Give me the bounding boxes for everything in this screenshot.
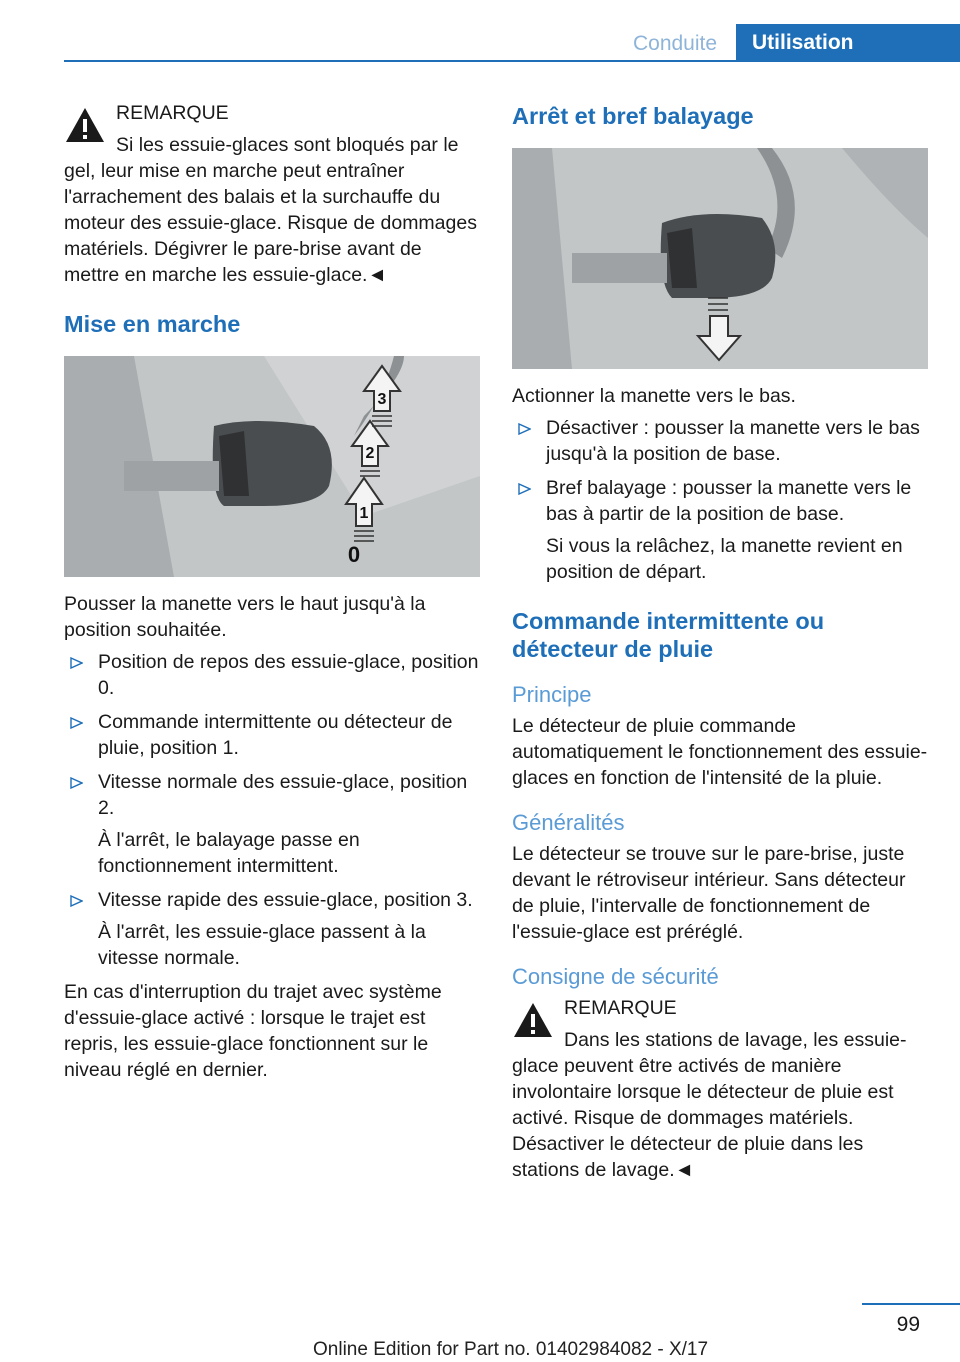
list-item-subtext: À l'arrêt, le balayage passe en fonctionnement intermittent. (98, 829, 360, 877)
triangle-bullet-icon (70, 777, 83, 789)
triangle-bullet-icon (518, 423, 531, 435)
triangle-bullet-icon (70, 895, 83, 907)
left-column (64, 100, 482, 1089)
section-title-commande: Commande intermittente ou détecteur de pluie (512, 608, 825, 662)
subheading-securite: Consigne de sécurité (512, 964, 719, 989)
warning-text: Si les essuie-glaces sont bloqués par le gel, leur mise en marche peut entraîner l'arrachement des balais et la surchauffe du moteur des essuie-glace. Risque de dommages matériels. Dégivrer le pare-brise avant de mettre en marche les essuie-glace.◄ (64, 134, 477, 286)
wiper-lever-down-figure (512, 148, 928, 369)
right-intro: Actionner la manette vers le bas. (512, 385, 796, 407)
warning-icon (64, 106, 106, 144)
triangle-bullet-icon (518, 483, 531, 495)
list-item-subtext: À l'arrêt, les essuie-glace passent à la vitesse normale. (98, 921, 426, 969)
right-column (512, 100, 930, 1183)
list-item (64, 769, 482, 879)
list-item-text: Vitesse rapide des essuie-glace, position 3. (98, 889, 473, 911)
figure-label-0: 0 (347, 542, 361, 567)
position-list (64, 649, 482, 971)
figure-label-1: 1 (359, 505, 369, 522)
tab-conduite[interactable]: Conduite (632, 32, 718, 55)
principe-text: Le détecteur de pluie commande automatiquement le fonctionnement des essuie-glaces en fonction de l'intensité de la pluie. (512, 715, 928, 789)
wiper-lever-up-figure (64, 356, 480, 577)
list-item-text: Commande intermittente ou détecteur de pluie, position 1. (98, 711, 453, 759)
stop-list (512, 415, 930, 585)
list-item-text: Désactiver : pousser la manette vers le bas jusqu'à la position de base. (546, 417, 920, 465)
warning-text: Dans les stations de lavage, les essuie-glace peuvent être activés de manière involontaire lorsque le détecteur de pluie est activé. Risque de dommages matériels. Désactiver le détecteur de pluie dans les stations de lavage.◄ (512, 1029, 907, 1181)
list-item-text: Bref balayage : pousser la manette vers le bas à partir de la position de base. (546, 477, 912, 525)
footer-rule (862, 1303, 960, 1305)
tab-utilisation[interactable]: Utilisation (736, 24, 960, 62)
warning-block (64, 100, 482, 288)
wiper-lever-down-illustration (512, 148, 928, 369)
edition-footer: Online Edition for Part no. 01402984082 - X/17 (313, 1339, 709, 1360)
subheading-generalites: Généralités (512, 810, 625, 835)
subheading-principe: Principe (512, 682, 592, 707)
list-item-text: Position de repos des essuie-glace, position 0. (98, 651, 479, 699)
list-item (64, 709, 482, 761)
left-outro: En cas d'interruption du trajet avec système d'essuie-glace activé : lorsque le trajet est repris, les essuie-glace fonctionnent sur le niveau réglé en dernier. (64, 981, 442, 1081)
list-item (512, 475, 930, 585)
warning-title: REMARQUE (564, 997, 677, 1019)
section-title-arret: Arrêt et bref balayage (512, 103, 754, 129)
figure-label-2: 2 (365, 445, 375, 462)
page-number: 99 (896, 1313, 920, 1336)
warning-icon (512, 1001, 554, 1039)
triangle-bullet-icon (70, 717, 83, 729)
warning-title: REMARQUE (116, 102, 229, 124)
list-item (64, 649, 482, 701)
triangle-bullet-icon (70, 657, 83, 669)
list-item-subtext: Si vous la relâchez, la manette revient en position de départ. (546, 535, 903, 583)
left-intro: Pousser la manette vers le haut jusqu'à la position souhaitée. (64, 593, 426, 641)
list-item (512, 415, 930, 467)
warning-block (512, 995, 930, 1183)
list-item (64, 887, 482, 971)
list-item-text: Vitesse normale des essuie-glace, position 2. (98, 771, 468, 819)
figure-label-3: 3 (377, 391, 387, 408)
section-title-mise-en-marche: Mise en marche (64, 311, 241, 337)
wiper-lever-illustration (64, 356, 480, 577)
generalites-text: Le détecteur se trouve sur le pare-brise, juste devant le rétroviseur intérieur. Sans détecteur de pluie, l'intervalle de fonctionnement de l'essuie-glace est préréglé. (512, 843, 906, 943)
